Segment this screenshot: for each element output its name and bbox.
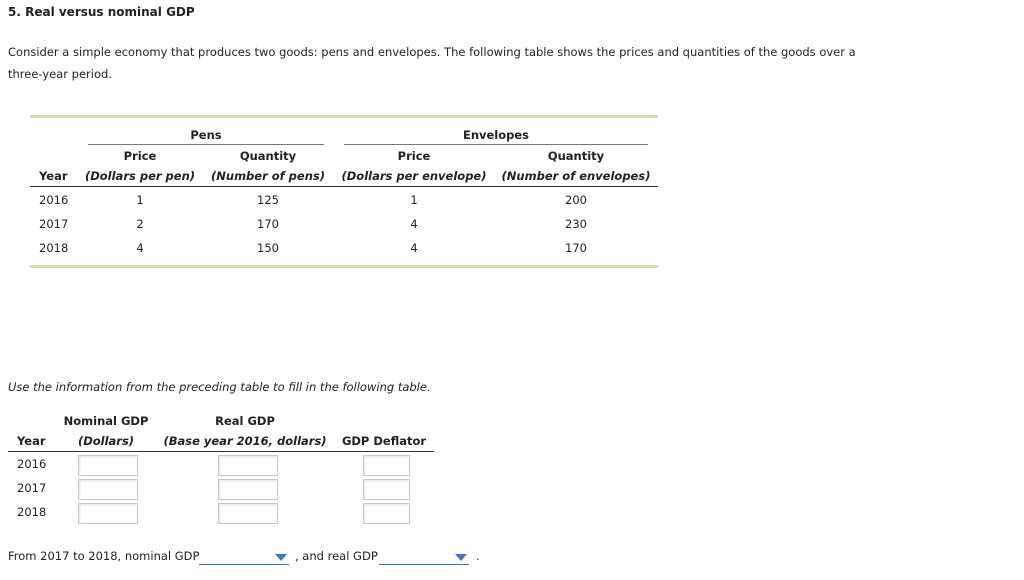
table-cell-envelope-price: 4 — [410, 217, 418, 231]
gdp-deflator-input-2016[interactable] — [363, 455, 410, 476]
table-cell-pen-quantity: 170 — [257, 217, 279, 231]
header-year: Year — [17, 434, 46, 448]
prices-quantities-table — [30, 115, 658, 270]
table-cell-envelope-quantity: 230 — [565, 217, 587, 231]
table-cell-year: 2017 — [17, 481, 47, 495]
real-gdp-change-dropdown[interactable] — [379, 548, 469, 565]
real-gdp-input-2018[interactable] — [218, 503, 278, 524]
header-nominal-gdp: Nominal GDP — [63, 414, 149, 428]
table-cell-pen-price: 1 — [136, 193, 144, 207]
table-cell-pen-price: 2 — [136, 217, 144, 231]
gdp-deflator-input-2018[interactable] — [363, 503, 410, 524]
nominal-gdp-change-dropdown[interactable] — [199, 548, 289, 565]
table-cell-year: 2017 — [39, 217, 69, 231]
table-cell-year: 2018 — [39, 241, 69, 255]
group-header-pens: Pens — [190, 128, 222, 142]
table-cell-year: 2018 — [17, 505, 47, 519]
gdp-answer-table — [8, 410, 438, 530]
envelopes-group-rule — [344, 144, 648, 145]
header-envelopes-quantity-unit: (Number of envelopes) — [501, 169, 651, 183]
question-text-3: . — [476, 549, 480, 563]
table-cell-envelope-price: 4 — [410, 241, 418, 255]
nominal-gdp-input-2017[interactable] — [78, 479, 138, 500]
table-cell-envelope-quantity: 200 — [565, 193, 587, 207]
nominal-gdp-input-2016[interactable] — [78, 455, 138, 476]
table-cell-pen-quantity: 125 — [257, 193, 279, 207]
header-pens-price: Price — [123, 149, 157, 163]
header-year: Year — [39, 169, 68, 183]
question-text-2: , and real GDP — [295, 549, 378, 563]
header-nominal-gdp-unit: (Dollars) — [77, 434, 135, 448]
pens-group-rule — [88, 144, 324, 145]
header-real-gdp: Real GDP — [215, 414, 275, 428]
header-bottom-rule — [30, 186, 658, 187]
header-envelopes-price-unit: (Dollars per envelope) — [341, 169, 487, 183]
table-cell-envelope-quantity: 170 — [565, 241, 587, 255]
real-gdp-input-2017[interactable] — [218, 479, 278, 500]
chevron-down-icon — [455, 554, 467, 561]
group-header-envelopes: Envelopes — [462, 128, 530, 142]
table-bottom-bar — [30, 265, 658, 268]
header-envelopes-price: Price — [397, 149, 431, 163]
table-cell-pen-quantity: 150 — [257, 241, 279, 255]
chevron-down-icon — [275, 554, 287, 561]
header-pens-quantity: Quantity — [239, 149, 297, 163]
table-cell-year: 2016 — [39, 193, 69, 207]
real-gdp-input-2016[interactable] — [218, 455, 278, 476]
table-cell-year: 2016 — [17, 457, 47, 471]
nominal-gdp-input-2018[interactable] — [78, 503, 138, 524]
gdp-deflator-input-2017[interactable] — [363, 479, 410, 500]
table-top-bar — [30, 115, 658, 118]
header-real-gdp-unit: (Base year 2016, dollars) — [163, 434, 327, 448]
header-pens-price-unit: (Dollars per pen) — [84, 169, 196, 183]
header-gdp-deflator: GDP Deflator — [341, 434, 427, 448]
header-envelopes-quantity: Quantity — [547, 149, 605, 163]
table-cell-envelope-price: 1 — [410, 193, 418, 207]
instruction-text: Use the information from the preceding table to fill in the following table. — [8, 380, 431, 394]
page-title: 5. Real versus nominal GDP — [8, 5, 195, 19]
table-cell-pen-price: 4 — [136, 241, 144, 255]
header-bottom-rule — [8, 451, 434, 452]
question-text-1: From 2017 to 2018, nominal GDP — [8, 549, 200, 563]
intro-text: Consider a simple economy that produces two goods: pens and envelopes. The following table shows the prices and quantities of the goods over a three-year period. — [8, 45, 856, 81]
header-pens-quantity-unit: (Number of pens) — [211, 169, 325, 183]
